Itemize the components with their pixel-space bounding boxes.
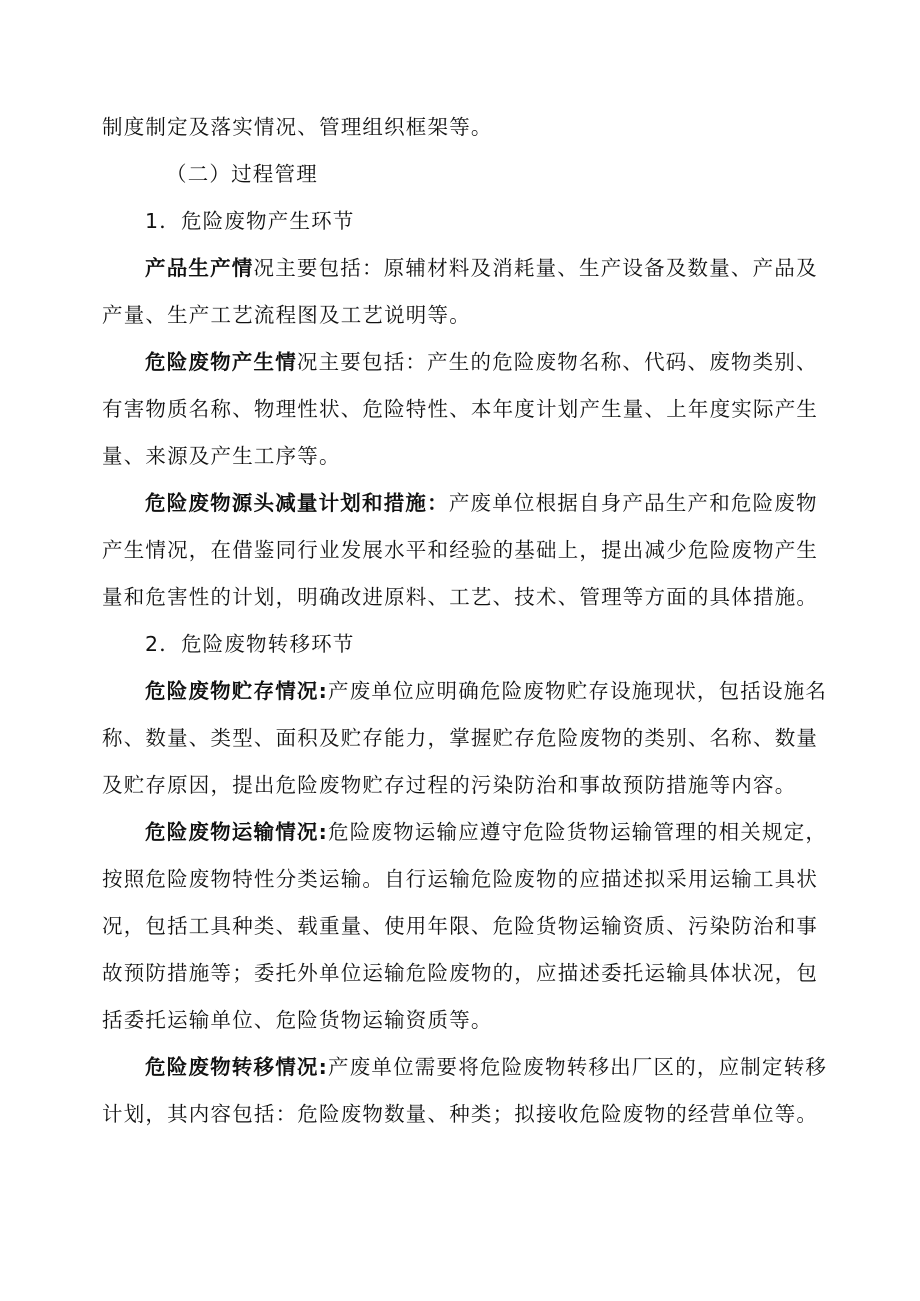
paragraph-text: 量和危害性的计划，明确改进原料、工艺、技术、管理等方面的具体措施。 (102, 585, 819, 609)
section-heading: （二）过程管理 (166, 162, 318, 186)
paragraph-text: 故预防措施等；委托外单位运输危险废物的，应描述委托运输具体状况，包 (102, 961, 819, 985)
paragraph-text: 危险废物运输应遵守危险货物运输管理的相关规定， (328, 820, 828, 844)
paragraph-text: 产废单位根据自身产品生产和危险废物 (448, 491, 818, 515)
paragraph-lead: 危险废物运输情况: (145, 820, 328, 844)
paragraph-lead: 产品生产情 (145, 256, 254, 280)
paragraph-text: 量、来源及产生工序等。 (102, 444, 341, 468)
paragraph-text: 产废单位应明确危险废物贮存设施现状，包括设施名 (328, 679, 828, 703)
paragraph-text: 产生情况，在借鉴同行业发展水平和经验的基础上，提出减少危险废物产生 (102, 538, 819, 562)
paragraph-product-production (102, 245, 822, 339)
paragraph-lead: 危险废物贮存情况: (145, 679, 328, 703)
paragraph-text: 括委托运输单位、危险货物运输资质等。 (102, 1008, 493, 1032)
paragraph-text: 称、数量、类型、面积及贮存能力，掌握贮存危险废物的类别、名称、数量 (102, 726, 819, 750)
paragraph-lead: 危险废物产生情 (145, 350, 297, 374)
paragraph-source-reduction (102, 480, 822, 621)
paragraph-text: 况主要包括：原辅材料及消耗量、生产设备及数量、产品及 (253, 256, 818, 280)
subsection2-heading: 2．危险废物转移环节 (145, 632, 355, 656)
paragraph-waste-generation (102, 339, 822, 480)
paragraph-text: 按照危险废物特性分类运输。自行运输危险废物的应描述拟采用运输工具状 (102, 867, 819, 891)
paragraph-text: 及贮存原因，提出危险废物贮存过程的污染防治和事故预防措施等内容。 (102, 773, 797, 797)
paragraph-lead: 危险废物源头减量计划和措施： (145, 491, 449, 515)
paragraph-text: 计划，其内容包括：危险废物数量、种类；拟接收危险废物的经营单位等。 (102, 1102, 819, 1126)
paragraph-text: 况，包括工具种类、载重量、使用年限、危险货物运输资质、污染防治和事 (102, 914, 819, 938)
continuation-line: 制度制定及落实情况、管理组织框架等。 (102, 115, 493, 139)
paragraph-text: 有害物质名称、物理性状、危险特性、本年度计划产生量、上年度实际产生 (102, 397, 819, 421)
paragraph-text: 产量、生产工艺流程图及工艺说明等。 (102, 303, 471, 327)
paragraph-lead: 危险废物转移情况: (145, 1055, 328, 1079)
subsection1-heading: 1．危险废物产生环节 (145, 209, 355, 233)
paragraph-waste-transfer (102, 1044, 828, 1138)
paragraph-text: 况主要包括：产生的危险废物名称、代码、废物类别、 (296, 350, 818, 374)
paragraph-text: 产废单位需要将危险废物转移出厂区的，应制定转移 (328, 1055, 828, 1079)
paragraph-waste-transport (102, 809, 828, 1044)
paragraph-waste-storage (102, 668, 828, 809)
